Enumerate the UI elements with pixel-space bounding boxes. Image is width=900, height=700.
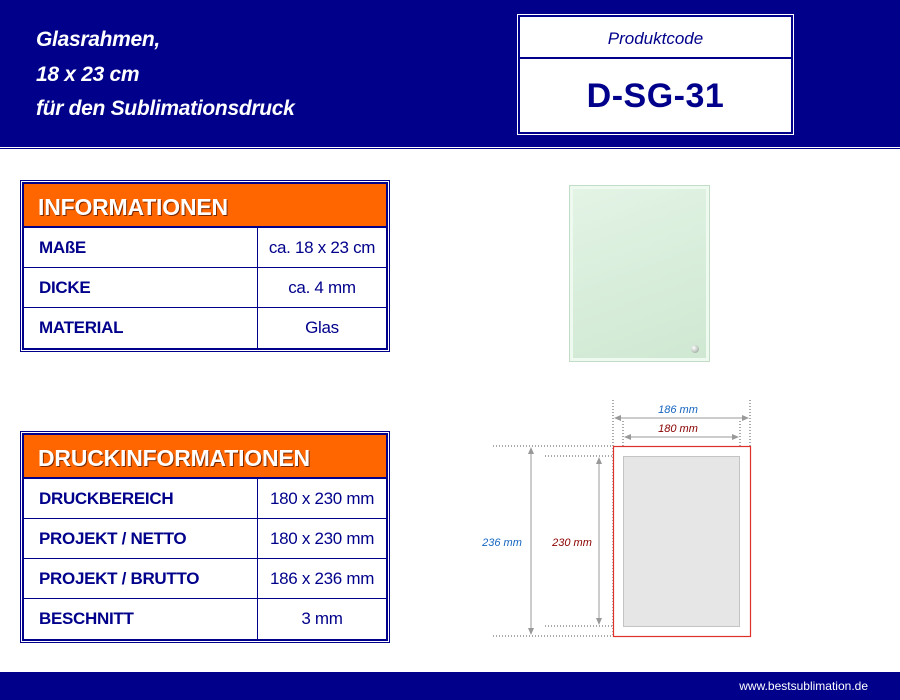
footer-bar (0, 672, 900, 700)
arrowhead-icon (596, 618, 602, 625)
print-area-rect (624, 457, 740, 627)
arrowhead-icon (732, 434, 739, 440)
product-title-line-2: 18 x 23 cm (36, 63, 140, 86)
info-value-material: Glas (305, 318, 339, 337)
info-table-title: INFORMATIONEN (24, 184, 386, 228)
arrowhead-icon (614, 415, 621, 421)
print-key-bleed: BESCHNITT (24, 599, 258, 639)
info-key-material: MATERIAL (24, 308, 258, 348)
print-value-bleed: 3 mm (301, 609, 343, 628)
info-value-thickness: ca. 4 mm (288, 278, 356, 297)
print-table-title: DRUCKINFORMATIONEN (24, 435, 386, 479)
product-code-label: Produktcode (520, 17, 791, 59)
arrowhead-icon (742, 415, 749, 421)
print-key-print-area: DRUCKBEREICH (24, 479, 258, 518)
product-title-line-1: Glasrahmen, (36, 28, 160, 51)
website-url: www.bestsublimation.de (739, 679, 868, 693)
arrowhead-icon (624, 434, 631, 440)
arrowhead-icon (528, 447, 534, 454)
print-key-project-net: PROJEKT / NETTO (24, 519, 258, 558)
info-key-thickness: DICKE (24, 268, 258, 307)
print-value-project-gross: 186 x 236 mm (269, 569, 375, 588)
info-key-dimensions: MAßE (24, 228, 258, 267)
outer-width-label: 186 mm (658, 404, 698, 416)
arrowhead-icon (528, 628, 534, 635)
info-value-dimensions: ca. 18 x 23 cm (268, 238, 376, 257)
print-value-print-area: 180 x 230 mm (269, 489, 375, 508)
inner-width-label: 180 mm (658, 423, 698, 435)
product-code-value: D-SG-31 (586, 77, 725, 115)
print-key-project-gross: PROJEKT / BRUTTO (24, 559, 258, 598)
product-title-line-3: für den Sublimationsdruck (36, 97, 295, 120)
print-value-project-net: 180 x 230 mm (269, 529, 375, 548)
inner-height-label: 230 mm (552, 537, 592, 549)
arrowhead-icon (596, 457, 602, 464)
outer-height-label: 236 mm (482, 537, 522, 549)
